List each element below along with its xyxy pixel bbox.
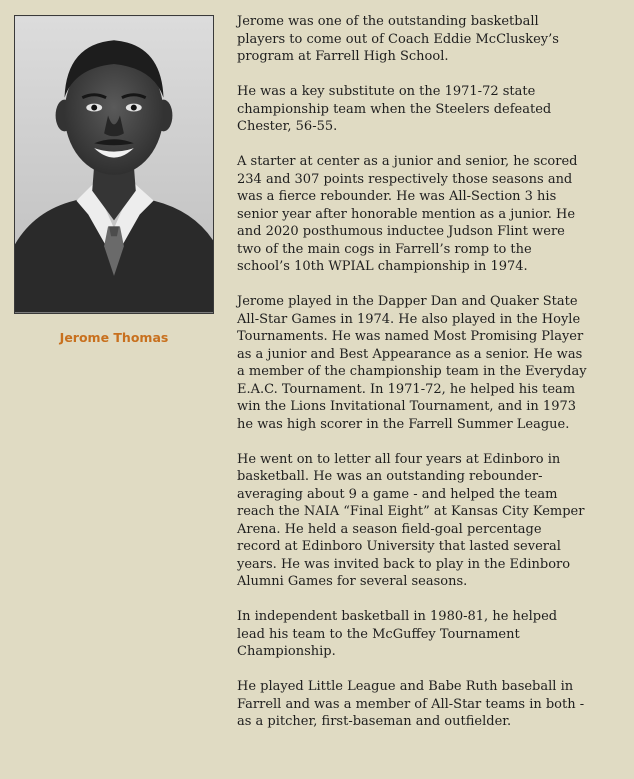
bio-paragraph: Jerome was one of the outstanding basketball players to come out of Coach Eddie McCluskey’s program at Farrell High School. [237, 14, 559, 64]
portrait-image [15, 16, 213, 313]
bio-paragraph: He was a key substitute on the 1971-72 state championship team when the Steelers defeated Chester, 56-55. [237, 84, 552, 134]
bio-paragraph: A starter at center as a junior and senior, he scored 234 and 307 points respectively those seasons and was a fierce rebounder. He was All-Section 3 his senior year after honorable mention as a junior. He and 2020 posthumous inductee Judson Flint were two of the main cogs in Farrell’s romp to the school’s 10th WPIAL championship in 1974. [237, 154, 578, 274]
profile-photo [14, 15, 214, 314]
photo-caption: Jerome Thomas [59, 330, 169, 345]
bio-paragraph: Jerome played in the Dapper Dan and Quaker State All-Star Games in 1974. He also played in the Hoyle Tournaments. He was named Most Promising Player as a junior and Best Appearance as a senior. He was a member of the championship team in the Everyday E.A.C. Tournament. In 1971-72, he helped his team win the Lions Invitational Tournament, and in 1973 he was high scorer in the Farrell Summer League. [237, 294, 587, 432]
bio-paragraph: In independent basketball in 1980-81, he helped lead his team to the McGuffey Tournament Championship. [237, 609, 558, 659]
bio-paragraph: He went on to letter all four years at Edinboro in basketball. He was an outstanding rebounder- averaging about 9 a game - and helped the team reach the NAIA “Final Eight” at Kansas City Kemper Arena. He held a season field-goal percentage record at Edinboro University that lasted several years. He was invited back to play in the Edinboro Alumni Games for several seasons. [237, 451, 585, 589]
bio-paragraph: He played Little League and Babe Ruth baseball in Farrell and was a member of All-Star teams in both - as a pitcher, first-baseman and outfielder. [237, 679, 585, 729]
biography [237, 13, 587, 748]
